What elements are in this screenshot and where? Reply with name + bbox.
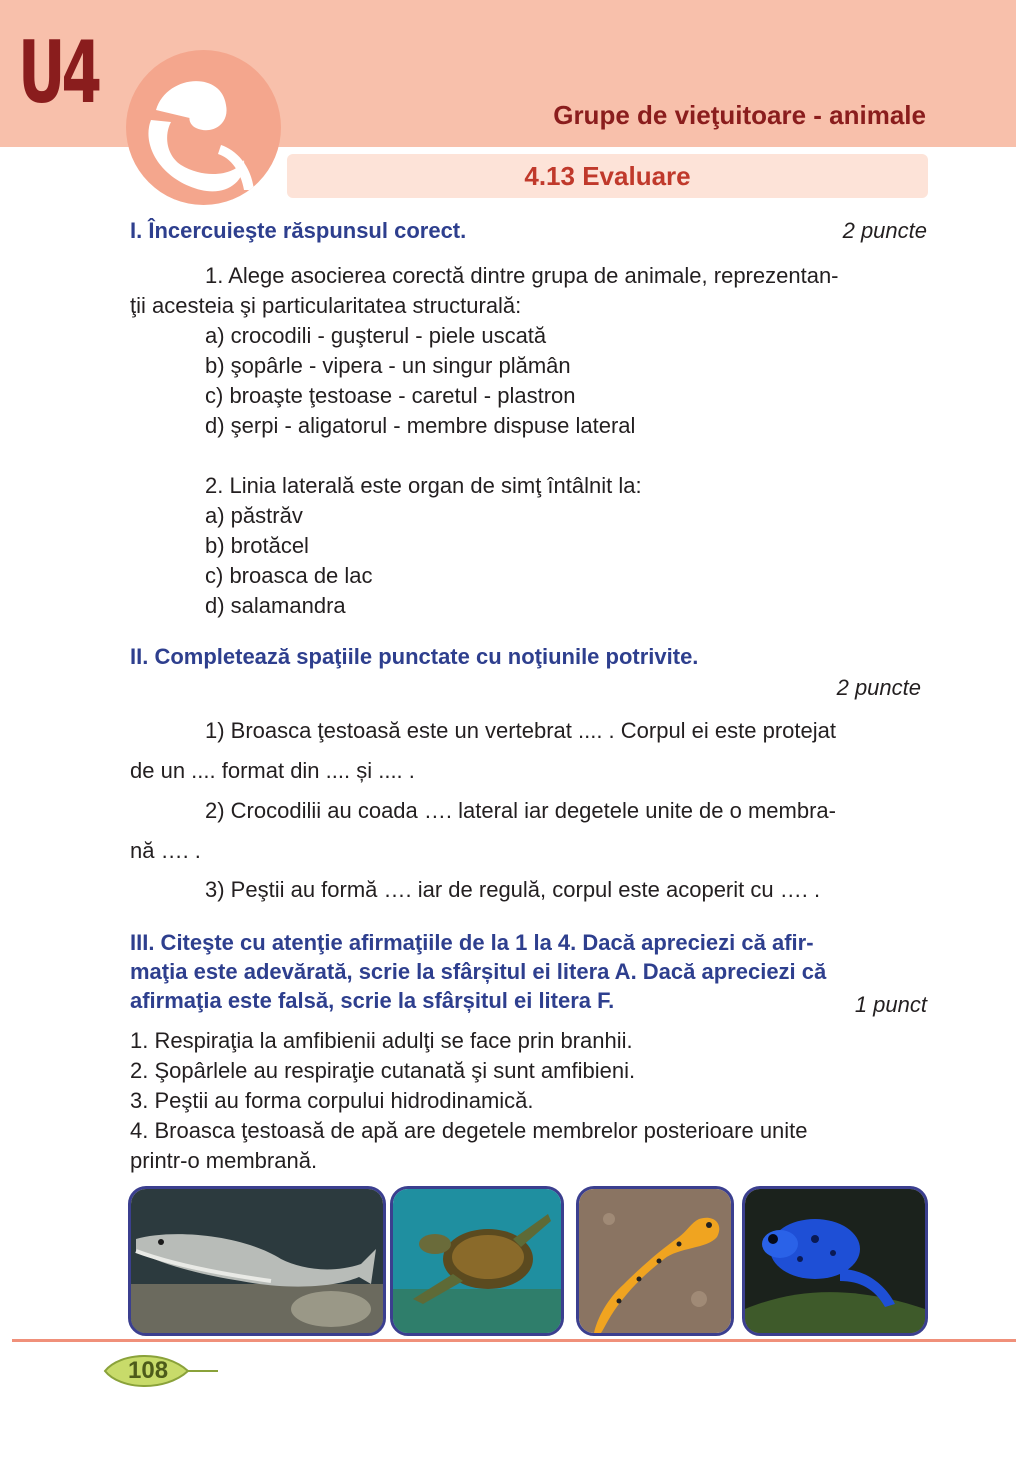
section-3-points: 1 punct xyxy=(854,992,927,1017)
statement: 4. Broasca ţestoasă de apă are degetele membrelor posterioare unite xyxy=(130,1118,808,1143)
statement: 3. Peştii au forma corpului hidrodinamică. xyxy=(130,1088,534,1113)
statement: 2. Şopârlele au respiraţie cutanată şi sunt amfibieni. xyxy=(130,1058,636,1083)
q2-option: a) păstrăv xyxy=(205,503,303,528)
q1-line-1: 1. Alege asocierea corectă dintre grupa de animale, reprezentan- xyxy=(205,263,839,288)
q2-option: d) salamandra xyxy=(205,593,346,618)
section-2-points: 2 puncte xyxy=(836,675,921,700)
q2-line-1: 2. Linia laterală este organ de simţ întâlnit la: xyxy=(205,473,642,498)
section-1-points: 2 puncte xyxy=(842,218,927,243)
section-1-heading: I. Încercuieşte răspunsul corect. xyxy=(130,218,467,243)
section-2-line: de un .... format din .... și .... . xyxy=(130,758,415,783)
bottom-rule xyxy=(12,1339,1016,1342)
unit-icon-circle xyxy=(126,50,281,205)
section-2-line: nă …. . xyxy=(130,838,201,863)
section-3-heading-line: afirmaţia este falsă, scrie la sfârșitul ei litera F. xyxy=(130,988,615,1013)
unit-code: U4 xyxy=(18,23,99,123)
section-2-heading: II. Completează spaţiile punctate cu noţiunile potrivite. xyxy=(130,644,699,669)
leopard-gecko-photo xyxy=(576,1186,734,1336)
statement: 1. Respiraţia la amfibienii adulţi se face prin branhii. xyxy=(130,1028,633,1053)
lesson-title: 4.13 Evaluare xyxy=(524,161,691,191)
q1-option: c) broaşte ţestoase - caretul - plastron xyxy=(205,383,576,408)
lesson-title-bar xyxy=(287,154,928,198)
q1-option: d) şerpi - aligatorul - membre dispuse lateral xyxy=(205,413,636,438)
page-number: 108 xyxy=(128,1357,169,1384)
animal-silhouette-icon xyxy=(126,50,281,205)
statement: printr-o membrană. xyxy=(130,1148,318,1173)
unit-title: Grupe de vieţuitoare - animale xyxy=(553,100,926,130)
q2-option: c) broasca de lac xyxy=(205,563,373,588)
section-2-line: 3) Peştii au formă …. iar de regulă, corpul este acoperit cu …. . xyxy=(205,877,821,902)
blue-poison-frog-photo xyxy=(742,1186,928,1336)
section-2-line: 2) Crocodilii au coada …. lateral iar degetele unite de o membra- xyxy=(205,798,836,823)
trout-photo xyxy=(128,1186,386,1336)
section-3-heading-line: III. Citeşte cu atenţie afirmaţiile de la 1 la 4. Dacă apreciezi că afir- xyxy=(130,930,814,955)
sea-turtle-photo xyxy=(390,1186,564,1336)
section-3-heading-line: maţia este adevărată, scrie la sfârșitul ei litera A. Dacă apreciezi că xyxy=(130,959,827,984)
q1-line-2: ţii acesteia şi particularitatea structurală: xyxy=(130,293,522,318)
q1-option: a) crocodili - guşterul - piele uscată xyxy=(205,323,547,348)
q1-option: b) şopârle - vipera - un singur plămân xyxy=(205,353,571,378)
photo-strip xyxy=(128,1186,928,1338)
section-2-line: 1) Broasca ţestoasă este un vertebrat .... . Corpul ei este protejat xyxy=(205,718,836,743)
q2-option: b) brotăcel xyxy=(205,533,309,558)
